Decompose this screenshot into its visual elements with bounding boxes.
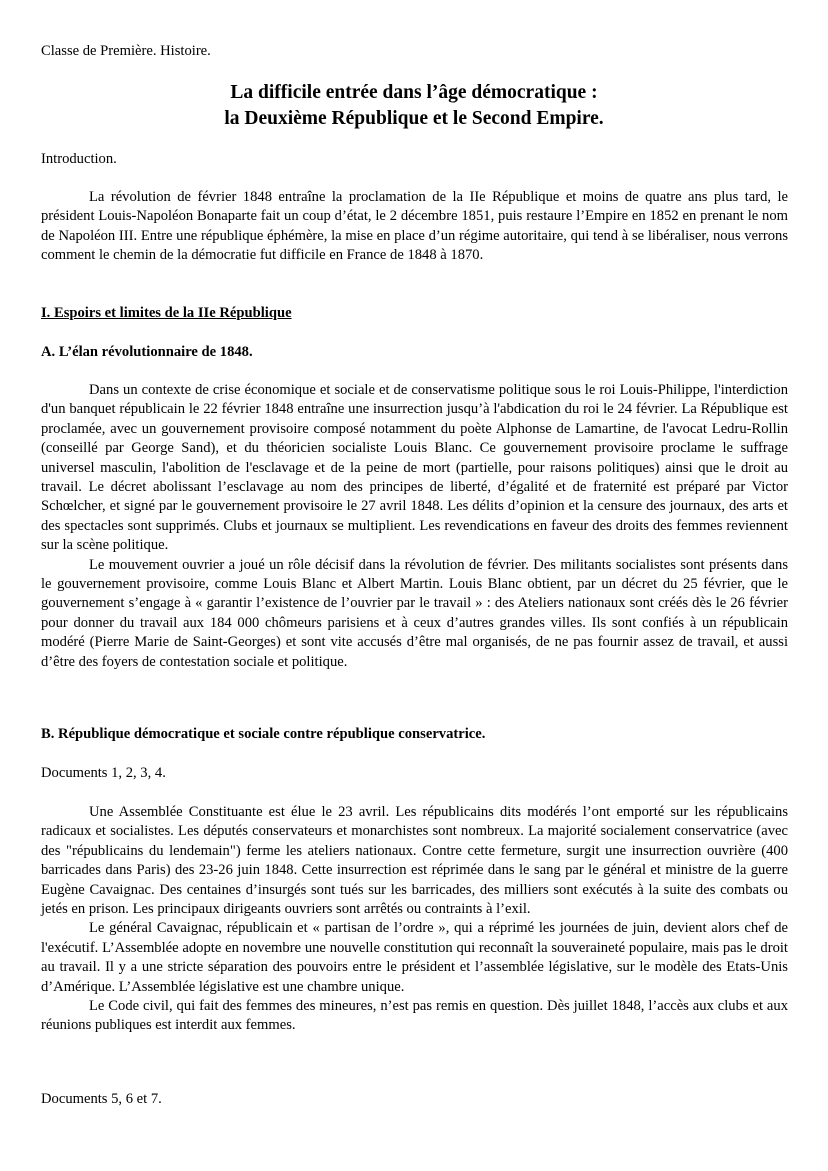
introduction-paragraph: La révolution de février 1848 entraîne la proclamation de la IIe République et moins de quatre ans plus tard, le président Louis-Napoléon Bonaparte fait un coup d’état, le 2 décembre 1851, puis restaure l’Empire en 1852 en prenant le nom de Napoléon III. Entre une république éphémère, la mise en place d’un régime autoritaire, qui tend à se libéraliser, nous verrons comment le chemin de la démocratie fut difficile en France de 1848 à 1870. [41, 189, 788, 264]
section-b-paragraph-3: Le Code civil, qui fait des femmes des mineures, n’est pas remis en question. Dès juillet 1848, l’accès aux clubs et aux réunions publiques est interdit aux femmes. [41, 998, 788, 1034]
section-b-body [41, 803, 788, 1036]
section-a-paragraph-1: Dans un contexte de crise économique et sociale et de conservatisme politique sous le roi Louis-Philippe, l'interdiction d'un banquet républicain le 22 février 1848 entraîne une insurrection jusqu’à l'abdication du roi le 24 février. La République est proclamée, avec un gouvernement provisoire composé notamment du poète Alphonse de Lamartine, de l'avocat Ledru-Rollin (conseillé par George Sand), et du théoricien socialiste Louis Blanc. Ce gouvernement provisoire proclame le suffrage universel masculin, l'abolition de l'esclavage et de la peine de mort (partielle, pour raisons politiques) ainsi que le droit au travail. Le décret abolissant l’esclavage au nom des principes de liberté, d’égalité et de fraternité est préparé par Victor Schœlcher, et signé par le gouvernement provisoire le 27 avril 1848. Les délits d’opinion et la censure des journaux, des arts et des spectacles sont supprimés. Clubs et journaux se multiplient. Les revendications en faveur des droits des femmes reviennent sur la scène politique. [41, 382, 788, 554]
introduction-body [41, 188, 788, 266]
part-1-heading: I. Espoirs et limites de la IIe République [41, 305, 292, 321]
section-b-paragraph-1: Une Assemblée Constituante est élue le 23 avril. Les républicains dits modérés l’ont emporté sur les républicains radicaux et socialistes. Les députés conservateurs et monarchistes sont nombreux. La majorité socialement conservatrice (avec des "républicains du lendemain") ferme les ateliers nationaux. Contre cette fermeture, surgit une insurrection ouvrière (400 barricades dans Paris) des 23-26 juin 1848. Cette insurrection est réprimée dans le sang par le général et ministre de la guerre Eugène Cavaignac. Des centaines d’insurgés sont tués sur les barricades, des milliers sont exécutés à la suite des combats ou jetés en prison. Les principaux dirigeants ouvriers sont arrêtés ou contraints à l’exil. [41, 804, 788, 918]
section-b-heading: B. République démocratique et sociale contre république conservatrice. [41, 726, 486, 742]
class-header: Classe de Première. Histoire. [41, 43, 211, 59]
section-a-paragraph-2: Le mouvement ouvrier a joué un rôle décisif dans la révolution de février. Des militants socialistes sont présents dans le gouvernement provisoire, comme Louis Blanc et Albert Martin. Louis Blanc obtient, par un décret du 25 février, que le gouvernement s’engage à « garantir l’existence de l’ouvrier par le travail » : des Ateliers nationaux sont créés dès le 26 février pour donner du travail aux 184 000 chômeurs parisiens et à ceux d’autres grandes villes. Ils sont confiés à un républicain modéré (Pierre Marie de Saint-Georges) et sont vite accusés d’être mal organisés, de ne pas fournir assez de travail, et aussi d’être des foyers de contestation sociale et politique. [41, 556, 788, 670]
page-title-line-2: la Deuxième République et le Second Empire. [224, 108, 604, 129]
documents-reference-2: Documents 5, 6 et 7. [41, 1091, 162, 1107]
introduction-label: Introduction. [41, 151, 117, 167]
section-b-paragraph-2: Le général Cavaignac, républicain et « partisan de l’ordre », qui a réprimé les journées de juin, devient alors chef de l'exécutif. L’Assemblée adopte en novembre une nouvelle constitution qui reconnaît la souveraineté populaire, mais pas le droit au travail. Il y a une stricte séparation des pouvoirs entre le président et l’assemblée législative, sur le modèle des Etats-Unis d’Amérique. L’Assemblée législative est une chambre unique. [41, 920, 788, 995]
section-a-body [41, 381, 788, 672]
section-a-heading: A. L’élan révolutionnaire de 1848. [41, 344, 253, 360]
documents-reference-1: Documents 1, 2, 3, 4. [41, 765, 166, 781]
page-title-line-1: La difficile entrée dans l’âge démocratique : [230, 82, 598, 103]
